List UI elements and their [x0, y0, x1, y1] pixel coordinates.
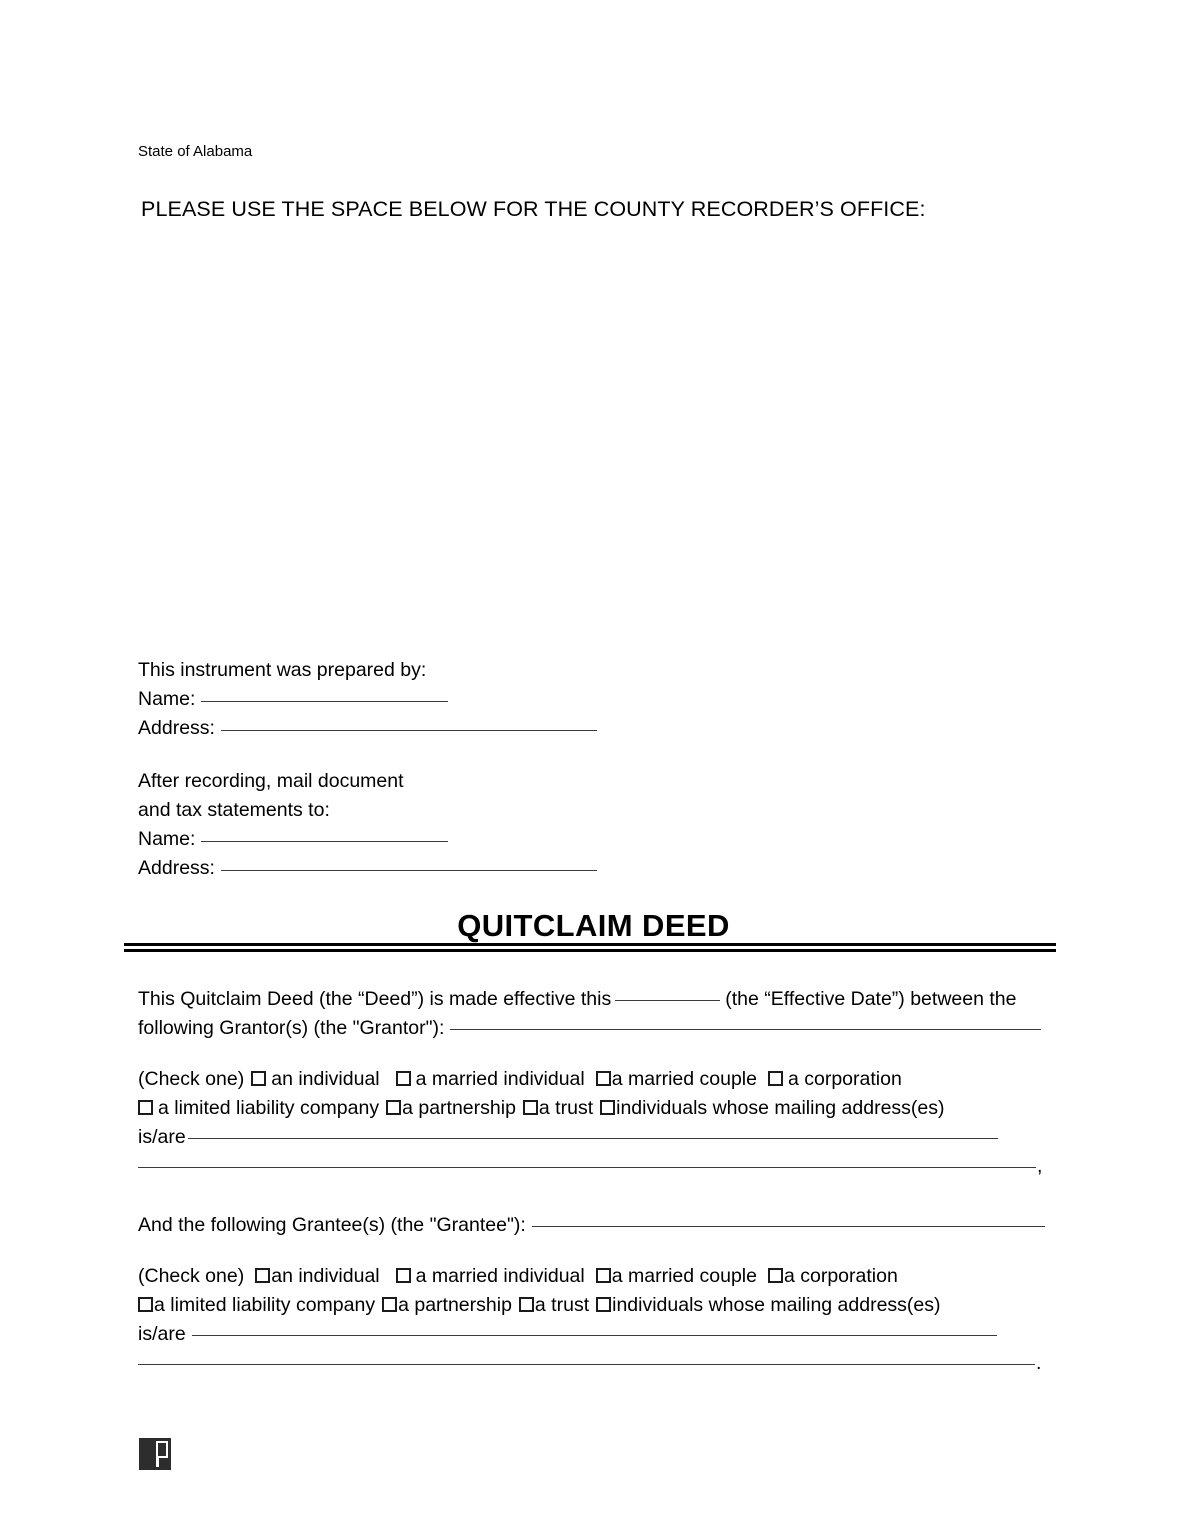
- option-label: individuals whose mailing address(es): [612, 1294, 941, 1316]
- grantee-isare-line: [138, 1323, 1046, 1352]
- spacer: [138, 1184, 1046, 1214]
- grantee-option-llc[interactable]: [138, 1294, 375, 1317]
- recorder-office-notice: PLEASE USE THE SPACE BELOW FOR THE COUNTY RECORDER’S OFFICE:: [141, 197, 926, 221]
- grantor-address-field-1[interactable]: [188, 1138, 998, 1139]
- checkbox-icon[interactable]: [396, 1071, 411, 1086]
- mail-to-name-field[interactable]: [201, 841, 448, 842]
- mail-to-address-label: Address:: [138, 857, 215, 879]
- effective-date-field[interactable]: [615, 1000, 720, 1001]
- grantor-lead-text: following Grantor(s) (the "Grantor"):: [138, 1017, 445, 1039]
- option-label: a trust: [538, 1097, 594, 1119]
- checkbox-icon[interactable]: [600, 1100, 615, 1115]
- spacer: [138, 1046, 1046, 1068]
- grantee-name-field[interactable]: [532, 1226, 1045, 1227]
- grantor-option-married-individual[interactable]: [396, 1068, 585, 1091]
- checkbox-icon[interactable]: [519, 1297, 534, 1312]
- prepared-by-address-field[interactable]: [221, 730, 597, 731]
- option-label: a married individual: [415, 1265, 585, 1287]
- grantee-name-line: [138, 1214, 1046, 1243]
- checkbox-icon[interactable]: [768, 1268, 783, 1283]
- grantor-option-corporation[interactable]: [768, 1068, 902, 1091]
- grantor-option-individual[interactable]: [251, 1068, 379, 1091]
- option-label: a married individual: [415, 1068, 585, 1090]
- grantee-check-row-1: [138, 1265, 1046, 1294]
- option-label: a limited liability company: [154, 1294, 376, 1316]
- grantee-isare-label: is/are: [138, 1323, 186, 1345]
- deed-body: [138, 988, 1046, 1381]
- grantee-option-trust[interactable]: [519, 1294, 589, 1317]
- prepared-by-heading: This instrument was prepared by:: [138, 659, 427, 681]
- checkbox-icon[interactable]: [386, 1100, 401, 1115]
- option-label: a corporation: [783, 1265, 898, 1287]
- mail-to-name-row: [138, 828, 597, 857]
- mail-to-heading-row-2: [138, 799, 597, 828]
- option-label: a married couple: [611, 1068, 757, 1090]
- checkbox-icon[interactable]: [596, 1268, 611, 1283]
- grantor-isare-label: is/are: [138, 1126, 186, 1148]
- checkbox-icon[interactable]: [138, 1100, 153, 1115]
- option-label: a married couple: [611, 1265, 757, 1287]
- grantee-option-married-individual[interactable]: [396, 1265, 585, 1288]
- grantee-address-field-1[interactable]: [192, 1335, 997, 1336]
- brand-logo: [139, 1438, 171, 1470]
- prepared-by-address-row: [138, 717, 597, 746]
- checkbox-icon[interactable]: [596, 1297, 611, 1312]
- mail-to-heading-line2: and tax statements to:: [138, 799, 330, 821]
- mail-to-address-row: [138, 857, 597, 886]
- intro-text-part1: This Quitclaim Deed (the “Deed”) is made effective this: [138, 988, 612, 1010]
- grantee-check-one-label: (Check one): [138, 1265, 245, 1287]
- mail-to-name-label: Name:: [138, 828, 196, 850]
- recorder-office-blank-space: [138, 240, 1053, 645]
- checkbox-icon[interactable]: [255, 1268, 270, 1283]
- checkbox-icon[interactable]: [138, 1297, 153, 1312]
- mail-to-heading-line1: After recording, mail document: [138, 770, 404, 792]
- mail-to-address-field[interactable]: [221, 870, 597, 871]
- grantor-option-trust[interactable]: [523, 1097, 593, 1120]
- checkbox-icon[interactable]: [523, 1100, 538, 1115]
- grantor-option-llc[interactable]: [138, 1097, 379, 1120]
- grantor-name-field[interactable]: [450, 1029, 1041, 1030]
- grantor-isare-line-2: [138, 1155, 1046, 1184]
- grantee-check-row-2: [138, 1294, 1046, 1323]
- grantor-end-punct: ,: [1037, 1155, 1043, 1177]
- grantor-check-row-2: [138, 1097, 1046, 1126]
- prepared-by-name-field[interactable]: [201, 701, 448, 702]
- prepared-by-name-row: [138, 688, 597, 717]
- option-label: a trust: [534, 1294, 590, 1316]
- checkbox-icon[interactable]: [382, 1297, 397, 1312]
- checkbox-icon[interactable]: [396, 1268, 411, 1283]
- grantee-option-individuals-mailing[interactable]: [596, 1294, 940, 1317]
- prepared-by-address-label: Address:: [138, 717, 215, 739]
- grantee-option-married-couple[interactable]: [596, 1265, 757, 1288]
- option-label: an individual: [271, 1068, 380, 1090]
- grantee-isare-line-2: [138, 1352, 1046, 1381]
- prepared-by-block: [138, 659, 597, 746]
- checkbox-icon[interactable]: [251, 1071, 266, 1086]
- page-title: QUITCLAIM DEED: [457, 908, 730, 943]
- grantor-option-individuals-mailing[interactable]: [600, 1097, 944, 1120]
- grantee-option-corporation[interactable]: [768, 1265, 898, 1288]
- effective-date-line: [138, 988, 1046, 1017]
- grantor-isare-line: [138, 1126, 1046, 1155]
- mail-to-heading-row-1: [138, 770, 597, 799]
- option-label: an individual: [271, 1265, 380, 1287]
- option-label: a partnership: [398, 1294, 512, 1316]
- option-label: a limited liability company: [158, 1097, 380, 1119]
- grantor-check-row-1: [138, 1068, 1046, 1097]
- mail-to-block: [138, 770, 597, 886]
- option-label: a partnership: [402, 1097, 516, 1119]
- title-double-rule: [124, 943, 1056, 952]
- grantor-option-partnership[interactable]: [386, 1097, 516, 1120]
- grantor-address-field-2[interactable]: [138, 1167, 1036, 1168]
- spacer: [138, 1243, 1046, 1265]
- grantor-option-married-couple[interactable]: [596, 1068, 757, 1091]
- grantee-end-punct: .: [1036, 1352, 1042, 1374]
- state-line: State of Alabama: [138, 143, 253, 160]
- prepared-by-heading-row: [138, 659, 597, 688]
- grantee-option-partnership[interactable]: [382, 1294, 512, 1317]
- option-label: individuals whose mailing address(es): [616, 1097, 945, 1119]
- grantee-address-field-2[interactable]: [138, 1364, 1035, 1365]
- grantor-check-one-label: (Check one): [138, 1068, 245, 1090]
- grantor-name-line: [138, 1017, 1046, 1046]
- grantee-option-individual[interactable]: [255, 1265, 379, 1288]
- checkbox-icon[interactable]: [768, 1071, 783, 1086]
- checkbox-icon[interactable]: [596, 1071, 611, 1086]
- intro-text-part2: (the “Effective Date”) between the: [725, 988, 1017, 1010]
- grantee-lead-text: And the following Grantee(s) (the "Grantee"):: [138, 1214, 526, 1236]
- option-label: a corporation: [787, 1068, 902, 1090]
- prepared-by-name-label: Name:: [138, 688, 196, 710]
